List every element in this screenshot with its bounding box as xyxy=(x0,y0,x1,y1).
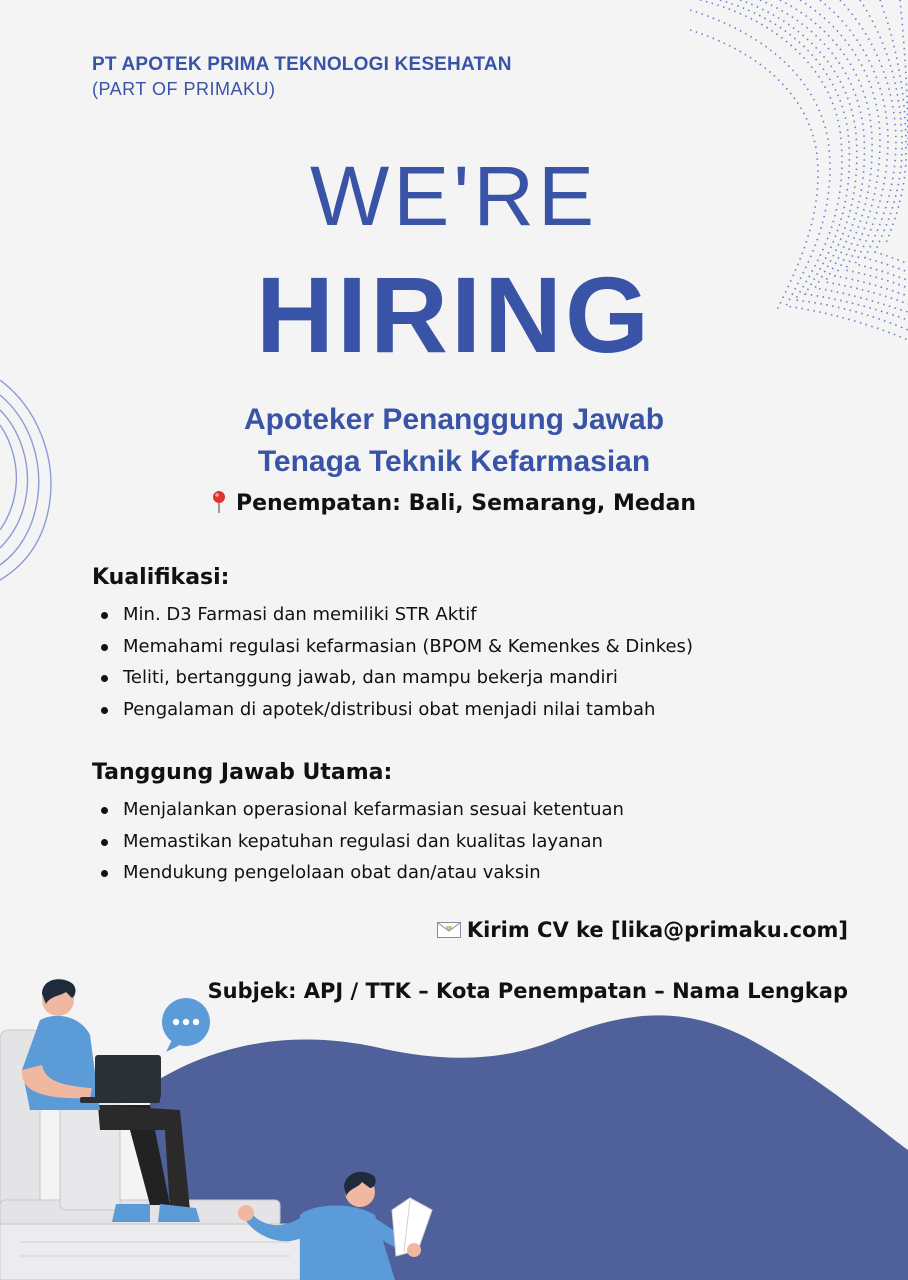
list-item xyxy=(92,631,693,663)
list-item-text: Mendukung pengelolaan obat dan/atau vaksin xyxy=(123,862,541,883)
cv-contact-text: Kirim CV ke [lika@primaku.com] xyxy=(466,918,848,942)
list-item-text: Memahami regulasi kefarmasian (BPOM & Kemenkes & Dinkes) xyxy=(123,635,693,657)
list-item xyxy=(92,662,693,694)
hero-title-line1: WE'RE xyxy=(309,149,599,243)
position-title-2: Tenaga Teknik Kefarmasian xyxy=(257,445,651,478)
bullet-icon xyxy=(101,644,108,651)
placement-line xyxy=(0,490,908,516)
envelope-icon xyxy=(437,922,461,938)
illustration xyxy=(0,960,908,1280)
list-item xyxy=(92,694,693,726)
qualifications-heading: Kualifikasi: xyxy=(92,565,230,590)
company-name: PT APOTEK PRIMA TEKNOLOGI KESEHATAN xyxy=(92,54,512,75)
responsibilities-heading: Tanggung Jawab Utama: xyxy=(92,760,393,785)
position-title-1: Apoteker Penanggung Jawab xyxy=(243,403,665,436)
list-item-text: Teliti, bertanggung jawab, dan mampu bekerja mandiri xyxy=(123,667,618,688)
bullet-icon xyxy=(101,707,108,714)
list-item-text: Memastikan kepatuhan regulasi dan kualitas layanan xyxy=(123,830,603,852)
list-item xyxy=(92,599,693,631)
qualifications-list xyxy=(92,599,693,725)
bullet-icon xyxy=(101,839,108,846)
bullet-icon xyxy=(101,870,108,877)
chat-bubble-icon xyxy=(162,998,210,1052)
list-item xyxy=(92,794,624,826)
bullet-icon xyxy=(101,675,108,682)
list-item-text: Min. D3 Farmasi dan memiliki STR Aktif xyxy=(123,604,477,625)
cv-contact-line xyxy=(437,918,848,942)
placement-text: Penempatan: Bali, Semarang, Medan xyxy=(235,491,697,516)
responsibilities-list xyxy=(92,794,624,889)
email-subject-line: Subjek: APJ / TTK – Kota Penempatan – Nama Lengkap xyxy=(207,979,848,1003)
hero-title-line2: HIRING xyxy=(256,254,652,375)
bullet-icon xyxy=(101,807,108,814)
company-subtitle: (PART OF PRIMAKU) xyxy=(92,79,276,99)
list-item-text: Menjalankan operasional kefarmasian sesuai ketentuan xyxy=(123,799,624,820)
list-item xyxy=(92,826,624,858)
list-item xyxy=(92,857,624,889)
list-item-text: Pengalaman di apotek/distribusi obat menjadi nilai tambah xyxy=(123,698,656,720)
bullet-icon xyxy=(101,612,108,619)
map-pin-icon xyxy=(212,490,226,514)
